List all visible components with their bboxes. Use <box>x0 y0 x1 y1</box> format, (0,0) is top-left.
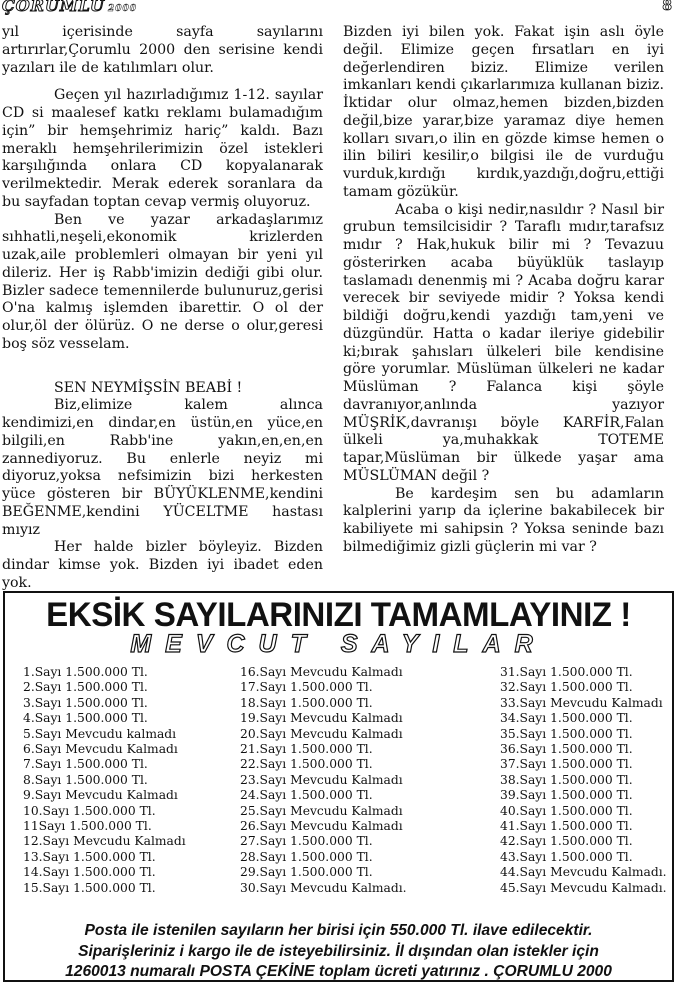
issue-item: 15.Sayı 1.500.000 Tl. <box>23 880 156 895</box>
ad-footer-line: Posta ile istenilen sayıların her birisi için 550.000 Tl. ilave edilecektir. <box>84 922 593 939</box>
issue-item: 32.Sayı 1.500.000 Tl. <box>500 680 633 695</box>
paragraph: Biz,elimize kalem alınca kendimizi,en dindar,en üstün,en yüce,en bilgili,en Rabb'ine yakın,en,en,en zannediyoruz. Bu enlerle neyiz mi diyoruz,yoksa nefsimizin bizi herkesten yüce gösteren bir BÜYÜKLENME,kendini BEĞENME,kendini YÜCELTME hastası mıyız <box>2 397 323 538</box>
issue-item: 35.Sayı 1.500.000 Tl. <box>500 726 633 741</box>
issue-item: 7.Sayı 1.500.000 Tl. <box>23 757 148 772</box>
issue-list-1 <box>23 665 186 896</box>
issue-item: 38.Sayı 1.500.000 Tl. <box>500 772 633 787</box>
issue-item: 12.Sayı Mevcudu Kalmadı <box>23 834 186 849</box>
issue-item: 5.Sayı Mevcudu kalmadı <box>23 726 177 741</box>
issue-item: 44.Sayı Mevcudu Kalmadı. <box>500 865 667 880</box>
issue-item: 21.Sayı 1.500.000 Tl. <box>240 742 373 757</box>
issue-item: 33.Sayı Mevcudu Kalmadı <box>500 695 663 710</box>
issue-item: 11Sayı 1.500.000 Tl. <box>23 819 152 834</box>
issue-item: 20.Sayı Mevcudu Kalmadı <box>240 726 403 741</box>
issue-item: 23.Sayı Mevcudu Kalmadı <box>240 772 403 787</box>
issue-item: 28.Sayı 1.500.000 Tl. <box>240 849 373 864</box>
issue-item: 27.Sayı 1.500.000 Tl. <box>240 834 373 849</box>
issue-item: 18.Sayı 1.500.000 Tl. <box>240 695 373 710</box>
paragraph: Acaba o kişi nedir,nasıldır ? Nasıl bir grubun temsilcisidir ? Taraflı mıdır,tarafsız mıdır ? Hak,hukuk bilir mi ? Tevazuu gösterirken acaba büyüklük taslayıp taslamadı denenmiş mi ? Acaba doğru karar verecek bir seviyede midir ? Yoksa kendi bildiği doğru,kendi yazdığı tam,yeni ve düzgündür. Hatta o kadar ileriye gidebilir ki;bırak şahısları ülkeleri bile kendisine göre yorumlar. Müslüman ülkeleri ne kadar Müslüman ? Falanca kişi şöyle davranıyor,anlında yazıyor MÜŞRİK,davranışı böyle KARFİR,Falan ülkeli ya,muhakkak TOTEME tapar,Müslüman bir ülkede yaşar ama MÜSLÜMAN değil ? <box>343 201 664 484</box>
magazine-logo: ÇORUMLU 2000 <box>2 0 138 15</box>
issue-list-2 <box>240 665 407 896</box>
issue-item: 17.Sayı 1.500.000 Tl. <box>240 680 373 695</box>
back-issues-ad <box>3 591 674 982</box>
issue-item: 39.Sayı 1.500.000 Tl. <box>500 788 633 803</box>
right-column <box>343 24 664 557</box>
issue-item: 2.Sayı 1.500.000 Tl. <box>23 680 148 695</box>
issue-item: 25.Sayı Mevcudu Kalmadı <box>240 803 403 818</box>
issue-item: 16.Sayı Mevcudu Kalmadı <box>240 665 403 679</box>
issue-list-3 <box>500 665 667 896</box>
issue-item: 43.Sayı 1.500.000 Tl. <box>500 849 633 864</box>
issue-item: 37.Sayı 1.500.000 Tl. <box>500 757 633 772</box>
article-heading: SEN NEYMİŞSİN BEABİ ! <box>54 379 243 396</box>
issue-item: 26.Sayı Mevcudu Kalmadı <box>240 819 403 834</box>
paragraph: Bizden iyi bilen yok. Fakat işin aslı öyle değil. Elimize geçen fırsatları en iyi değerlendiren biziz. Elimize verilen imkanları kendi çıkarlarımıza kullanan biziz. İktidar olur olmaz,hemen bizden,bizden değil,bize yarar,bize yaramaz diye hemen kolları sıvarı,o ilin en gözde kimse hemen o ilin biliri kesilir,o bilgisi ile de vurduğu vurduk,kırdığı kırdık,yazdığı,doğru,ettiği tamam gözükür. <box>343 24 664 200</box>
left-column <box>2 24 323 593</box>
issue-item: 30.Sayı Mevcudu Kalmadı. <box>240 880 407 895</box>
page-header <box>0 0 678 22</box>
issue-item: 19.Sayı Mevcudu Kalmadı <box>240 711 403 726</box>
issue-item: 42.Sayı 1.500.000 Tl. <box>500 834 633 849</box>
paragraph: Ben ve yazar arkadaşlarımız sıhhatli,neşeli,ekonomik krizlerden uzak,aile problemleri olmayan bir yeni yıl dileriz. Her iş Rabb'imizin dediği gibi olur. Bizler sadece temennilerde bulunuruz,gerisi O'na kalmış işlemden ibarettir. O ol der olur,öl der ölürüz. O ne derse o olur,geresi boş söz vesselam. <box>2 211 323 352</box>
issue-item: 40.Sayı 1.500.000 Tl. <box>500 803 633 818</box>
paragraph: Be kardeşim sen bu adamların kalplerini yarıp da içlerine bakabilecek bir kabiliyete mi sahipsin ? Yoksa seninde bazı bilmediğimiz gizli güçlerin mi var ? <box>343 485 664 555</box>
ad-footer <box>5 921 672 983</box>
issue-item: 41.Sayı 1.500.000 Tl. <box>500 819 633 834</box>
issue-item: 34.Sayı 1.500.000 Tl. <box>500 711 633 726</box>
issue-item: 10.Sayı 1.500.000 Tl. <box>23 803 156 818</box>
logo-year: 2000 <box>107 4 138 14</box>
issue-item: 13.Sayı 1.500.000 Tl. <box>23 849 156 864</box>
ad-footer-line: Siparişleriniz i kargo ile de isteyebilirsiniz. İl dışından olan istekler için <box>78 942 599 960</box>
issue-item: 6.Sayı Mevcudu Kalmadı <box>23 742 178 757</box>
issue-item: 9.Sayı Mevcudu Kalmadı <box>23 788 178 803</box>
ad-footer-line: 1260013 numaralı POSTA ÇEKİNE toplam ücreti yatırınız . ÇORUMLU 2000 <box>65 963 612 980</box>
issue-item: 3.Sayı 1.500.000 Tl. <box>23 695 148 710</box>
paragraph: yıl içerisinde sayfa sayılarını artırırlar,Çorumlu 2000 den serisine kendi yazıları ile de katılımları olur. <box>2 24 323 76</box>
page-number: 8 <box>662 0 672 14</box>
issue-item: 4.Sayı 1.500.000 Tl. <box>23 711 148 726</box>
paragraph: Her halde bizler böyleyiz. Bizden dindar kimse yok. Bizden iyi ibadet eden yok. <box>2 539 323 591</box>
issue-item: 45.Sayı Mevcudu Kalmadı. <box>500 880 667 895</box>
issue-item: 31.Sayı 1.500.000 Tl. <box>500 665 633 679</box>
issue-item: 1.Sayı 1.500.000 Tl. <box>23 665 148 679</box>
ad-title: EKSİK SAYILARINIZI TAMAMLAYINIZ ! <box>46 596 631 634</box>
ad-subtitle: MEVCUT SAYILAR <box>130 630 547 658</box>
issue-item: 22.Sayı 1.500.000 Tl. <box>240 757 373 772</box>
issue-item: 29.Sayı 1.500.000 Tl. <box>240 865 373 880</box>
paragraph: Geçen yıl hazırladığımız 1-12. sayılar CD si maalesef katkı reklamı bulamadığım için” bir hemşehrimiz hariç” kaldı. Bazı meraklı hemşehrilerimizin özel istekleri karşılığında onlara CD kopyalanarak verilmektedir. Merak ederek soranlara da bu sayfadan toptan cevap vermiş oluyoruz. <box>2 87 323 210</box>
issue-item: 36.Sayı 1.500.000 Tl. <box>500 742 633 757</box>
issue-item: 8.Sayı 1.500.000 Tl. <box>23 772 148 787</box>
issue-item: 14.Sayı 1.500.000 Tl. <box>23 865 156 880</box>
issue-item: 24.Sayı 1.500.000 Tl. <box>240 788 373 803</box>
